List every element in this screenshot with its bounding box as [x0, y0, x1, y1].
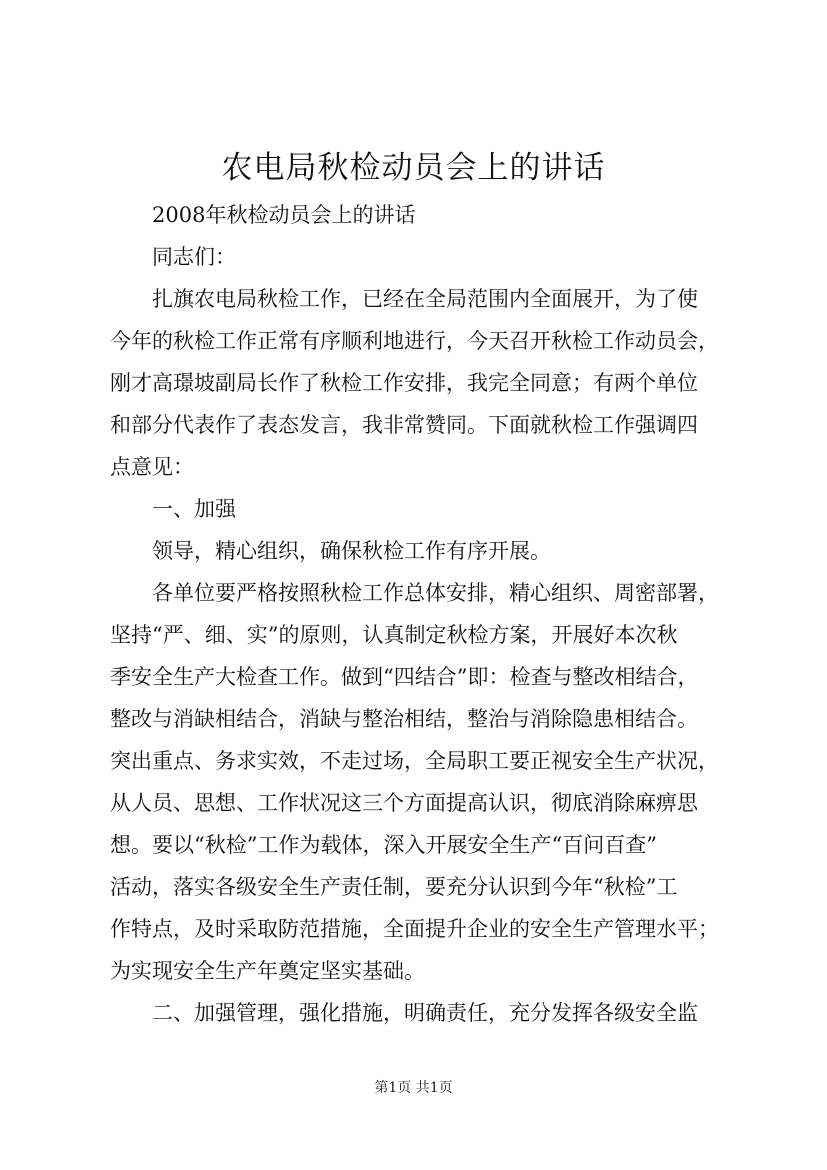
page-footer: 第1页 共1页 — [374, 1080, 453, 1096]
paragraph-line: 和部分代表作了表态发言，我非常赞同。下面就秋检工作强调四 — [110, 413, 698, 437]
paragraph-line: 扎旗农电局秋检工作，已经在全局范围内全面展开，为了使 — [152, 287, 698, 311]
paragraph-line: 想。要以“秋检”工作为载体，深入开展安全生产“百问百查” — [110, 833, 657, 857]
paragraph-line: 作特点，及时采取防范措施，全面提升企业的安全生产管理水平； — [110, 917, 719, 941]
section-heading-2: 二、加强管理，强化措施，明确责任，充分发挥各级安全监 — [152, 1001, 698, 1025]
paragraph-line: 坚持“严、细、实”的原则，认真制定秋检方案，开展好本次秋 — [110, 623, 678, 647]
paragraph-line: 整改与消缺相结合，消缺与整治相结，整治与消除隐患相结合。 — [110, 707, 698, 731]
paragraph-line: 活动，落实各级安全生产责任制，要充分认识到今年“秋检”工 — [110, 875, 678, 899]
paragraph-line: 各单位要严格按照秋检工作总体安排，精心组织、周密部署， — [152, 581, 719, 605]
document-subtitle: 2008年秋检动员会上的讲话 — [152, 203, 416, 227]
paragraph-line: 点意见： — [110, 455, 194, 479]
paragraph-line: 刚才高璟坡副局长作了秋检工作安排，我完全同意；有两个单位 — [110, 371, 698, 395]
paragraph-line: 突出重点、务求实效，不走过场，全局职工要正视安全生产状况， — [110, 749, 719, 773]
section-heading-1-continuation: 领导，精心组织，确保秋检工作有序开展。 — [152, 539, 551, 563]
paragraph-line: 从人员、思想、工作状况这三个方面提高认识，彻底消除麻痹思 — [110, 791, 698, 815]
paragraph-line: 今年的秋检工作正常有序顺利地进行，今天召开秋检工作动员会， — [110, 329, 719, 353]
salutation: 同志们： — [152, 245, 236, 269]
paragraph-line: 为实现安全生产年奠定坚实基础。 — [110, 959, 425, 983]
document-title: 农电局秋检动员会上的讲话 — [221, 150, 606, 186]
paragraph-line: 季安全生产大检查工作。做到“四结合”即：检查与整改相结合， — [110, 665, 699, 689]
section-heading-1: 一、加强 — [152, 497, 236, 521]
